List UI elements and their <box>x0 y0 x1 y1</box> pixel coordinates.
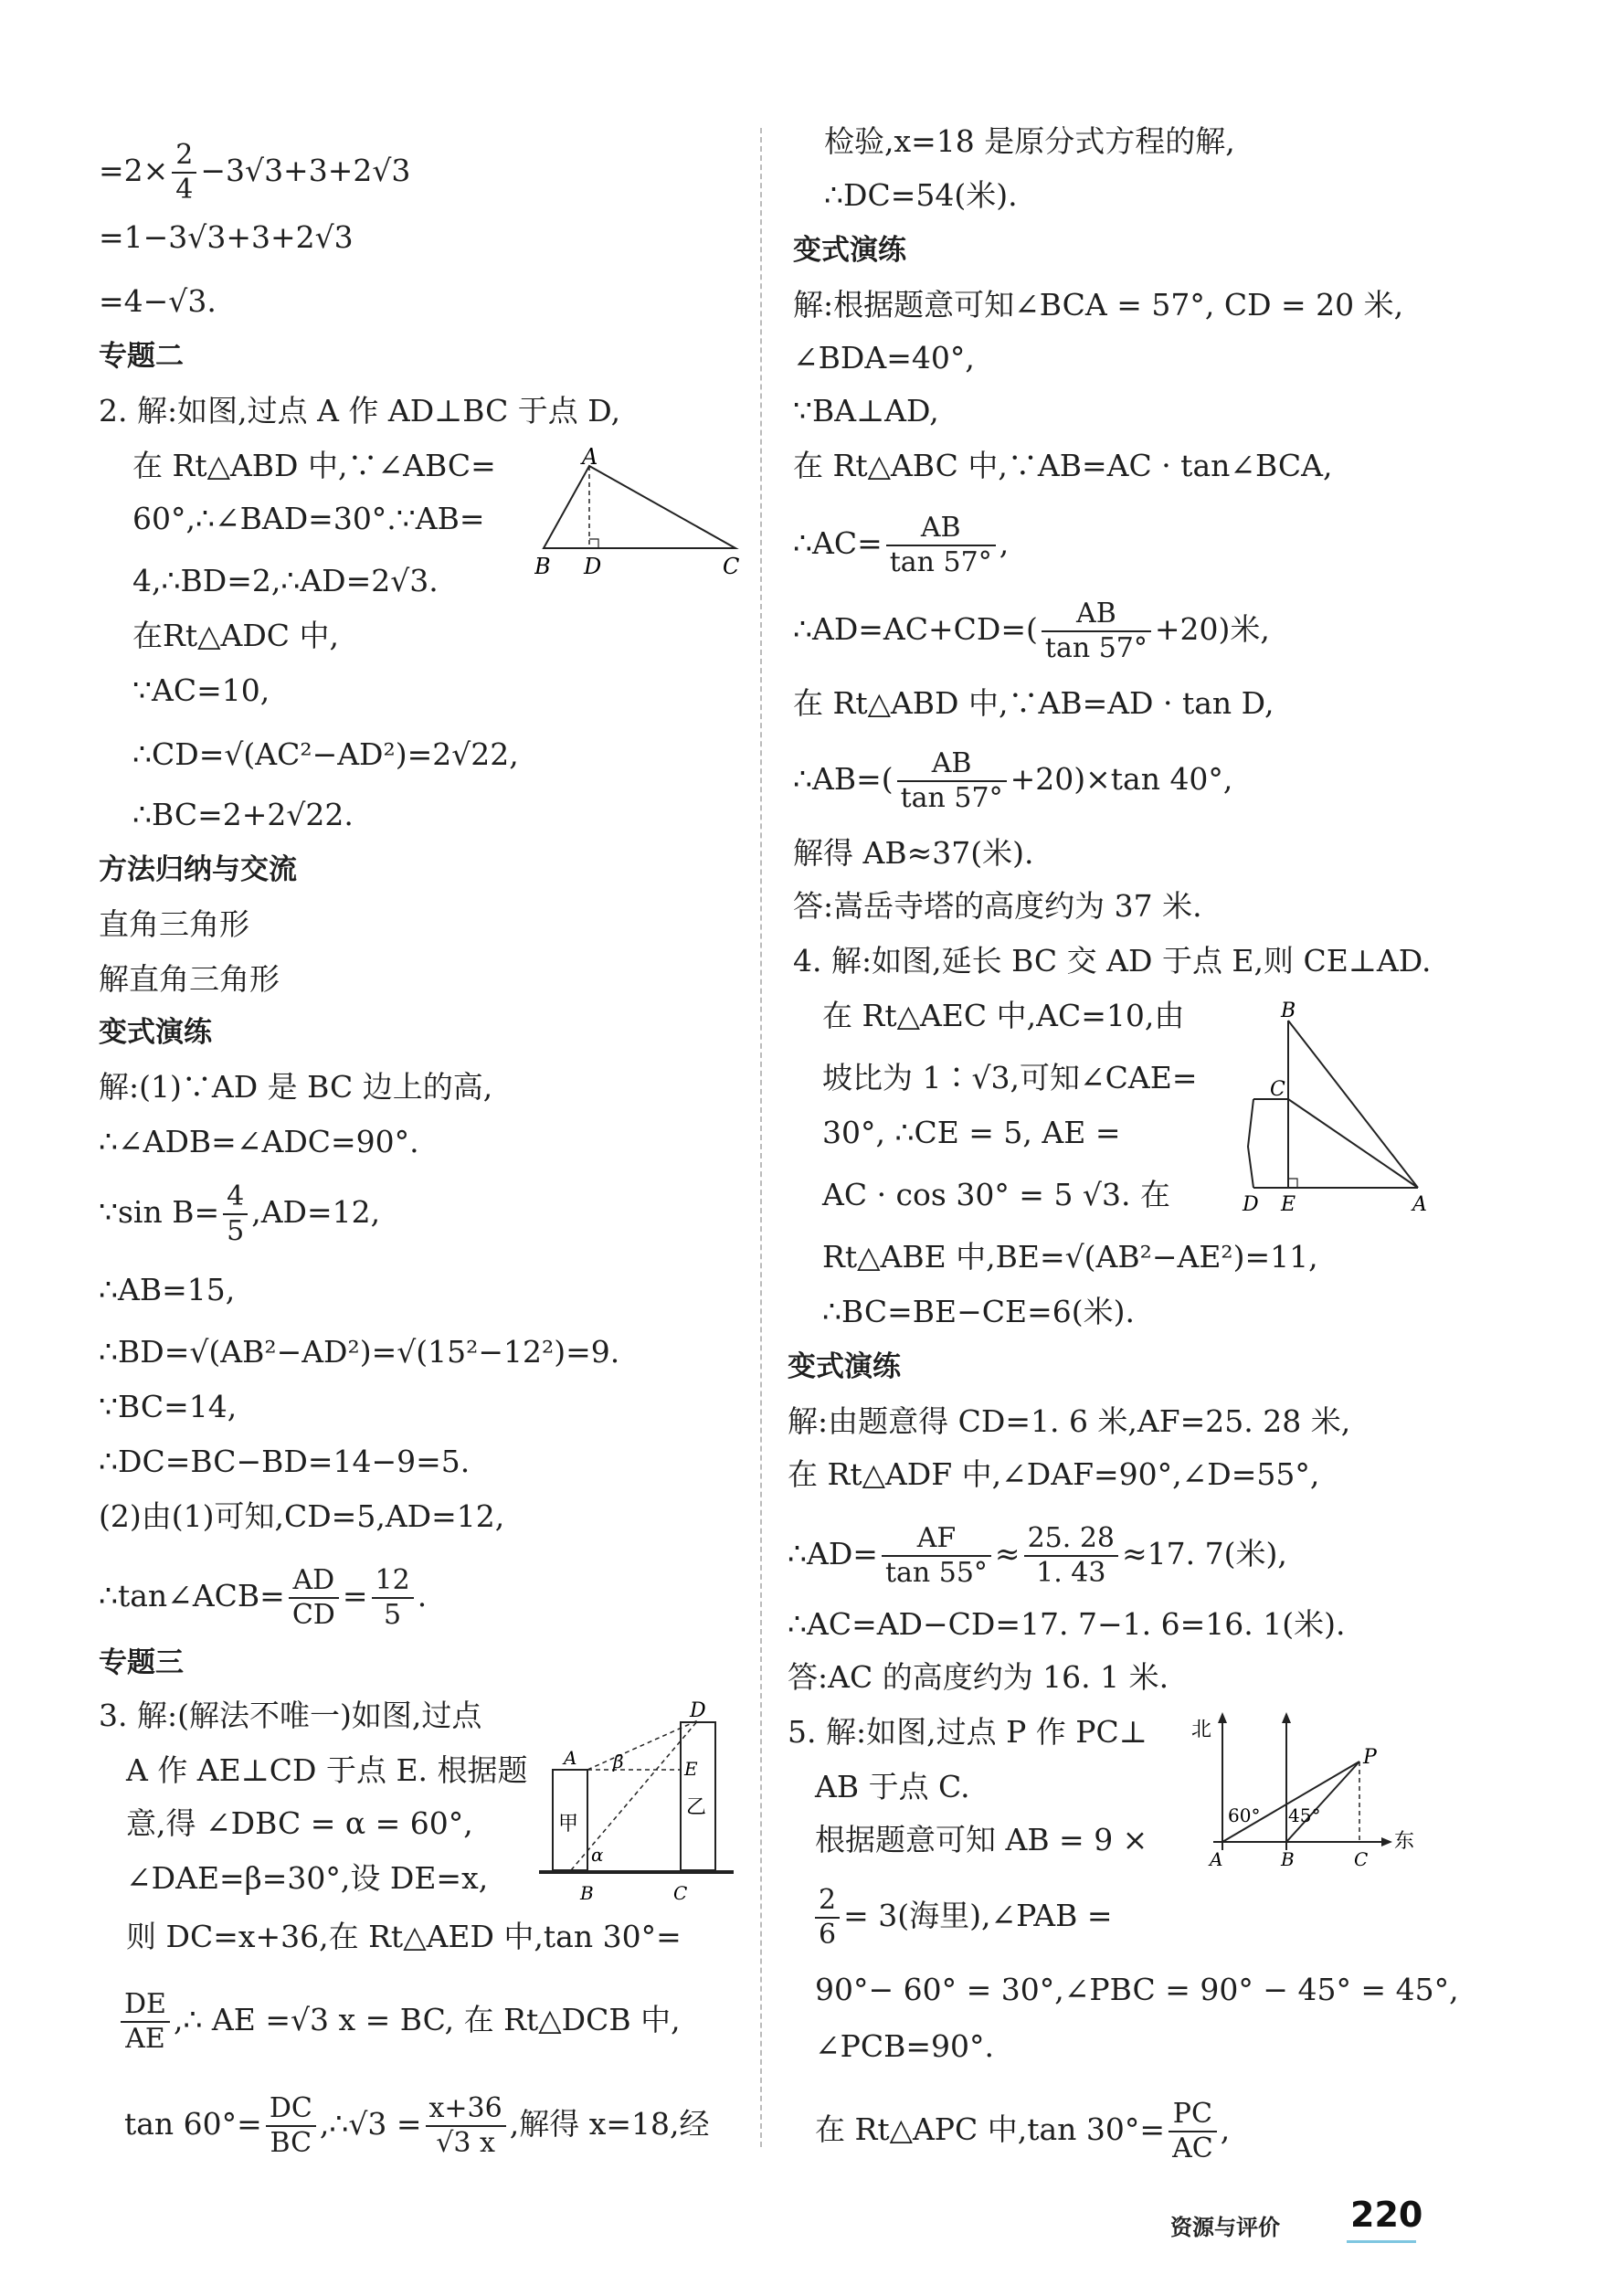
fraction <box>886 512 996 579</box>
r-line: 答:嵩岳寺塔的高度约为 37 米. <box>793 888 1202 924</box>
denominator: tan 57° <box>889 546 992 578</box>
eq-line-2: =1−3√3+3+2√3 <box>99 219 354 255</box>
fig-label: A <box>1210 1848 1223 1868</box>
r-line: ∴AC=AD−CD=17. 7−1. 6=16. 1(米). <box>788 1606 1346 1642</box>
eq-text: = 3(海里),∠PAB = <box>843 1898 1113 1933</box>
fig-label: 东 <box>1394 1830 1415 1853</box>
eq-text: =2× <box>99 153 169 188</box>
fig-label: B <box>534 554 551 579</box>
fraction <box>266 2092 316 2160</box>
fraction <box>1024 1522 1118 1590</box>
r-line: ∠BDA=40°, <box>793 340 975 376</box>
r-line <box>793 512 1009 579</box>
fig-label: 60° <box>1228 1804 1261 1826</box>
q3-line: 意,得 ∠DBC = α = 60°, <box>126 1805 473 1841</box>
eq-text: +20)×tan 40°, <box>1010 761 1233 797</box>
method-line: 直角三角形 <box>99 906 249 942</box>
fig-label: β <box>613 1751 624 1772</box>
fig-label: B <box>1281 1848 1295 1868</box>
numerator: DE <box>121 1988 170 2023</box>
q5-line: 90°− 60° = 30°,∠PBC = 90° − 45° = 45°, <box>815 1972 1459 2007</box>
var1-line: ∴DC=BC−BD=14−9=5. <box>99 1444 471 1479</box>
heading-topic-3: 专题三 <box>99 1646 184 1679</box>
q3-line: A 作 AE⊥CD 于点 E. 根据题 <box>126 1752 528 1788</box>
q4-line: 在 Rt△AEC 中,AC=10,由 <box>822 998 1185 1033</box>
denominator: AE <box>125 2023 165 2055</box>
var1-line: 解:(1)∵AD 是 BC 边上的高, <box>99 1069 493 1105</box>
numerator: AB <box>886 512 996 546</box>
q4-line: 坡比为 1∶√3,可知∠CAE= <box>822 1060 1198 1095</box>
page-number: 220 <box>1350 2195 1423 2235</box>
var1-line <box>99 1180 380 1248</box>
denominator: 4 <box>175 174 194 206</box>
var1-line: (2)由(1)可知,CD=5,AD=12, <box>99 1498 505 1534</box>
eq-text: ∵sin B= <box>99 1194 220 1230</box>
fraction <box>223 1180 248 1248</box>
denominator: 6 <box>819 1919 837 1951</box>
eq-text: ∴AD=AC+CD=( <box>793 611 1038 647</box>
numerator: AD <box>289 1564 339 1599</box>
eq-text: 在 Rt△APC 中,tan 30°= <box>815 2111 1166 2147</box>
eq-text: , <box>999 525 1010 561</box>
q3-line: 3. 解:(解法不唯一)如图,过点 <box>99 1698 482 1733</box>
q2-line: 60°,∴∠BAD=30°.∵AB= <box>132 501 485 536</box>
eq-line-3: =4−√3. <box>99 283 217 319</box>
numerator: x+36 <box>426 2092 506 2127</box>
heading-variation-1: 变式演练 <box>99 1016 212 1049</box>
fig-label: C <box>673 1882 688 1904</box>
numerator: AF <box>882 1522 991 1557</box>
q3-line: 则 DC=x+36,在 Rt△AED 中,tan 30°= <box>126 1919 682 1954</box>
q2-line: ∴BC=2+2√22. <box>132 797 354 832</box>
q5-line: AB 于点 C. <box>815 1769 970 1804</box>
q4-line: 30°, ∴CE = 5, AE = <box>822 1115 1121 1150</box>
r-line: 解:由题意得 CD=1. 6 米,AF=25. 28 米, <box>788 1403 1351 1439</box>
eq-text: ∴AB=( <box>793 761 894 797</box>
fig-label: E <box>1281 1193 1296 1215</box>
heading-variation-2: 变式演练 <box>793 234 906 267</box>
q5-line: 根据题意可知 AB = 9 × <box>815 1822 1148 1857</box>
fraction <box>882 1522 991 1590</box>
eq-text: ,解得 x=18,经 <box>509 2106 710 2142</box>
numerator: DC <box>266 2092 316 2127</box>
fig-label: 北 <box>1191 1719 1212 1741</box>
r-line: 解得 AB≈37(米). <box>793 835 1034 871</box>
r-line: 在 Rt△ADF 中,∠DAF=90°,∠D=55°, <box>788 1456 1320 1492</box>
method-line: 解直角三角形 <box>99 961 280 997</box>
q4-line: Rt△ABE 中,BE=√(AB²−AE²)=11, <box>822 1239 1318 1275</box>
denominator: √3 x <box>436 2127 495 2159</box>
figure-slope <box>1235 1000 1432 1215</box>
r-line <box>793 747 1232 815</box>
r-line <box>793 598 1270 665</box>
q2-line: 4,∴BD=2,∴AD=2√3. <box>132 563 439 598</box>
eq-text: ≈ <box>994 1536 1021 1571</box>
q4-line: AC · cos 30° = 5 √3. 在 <box>822 1177 1170 1212</box>
q2-line: ∵AC=10, <box>132 672 270 708</box>
r-line: 解:根据题意可知∠BCA = 57°, CD = 20 米, <box>793 287 1404 323</box>
q5-line <box>811 1884 1113 1952</box>
fig-label: P <box>1363 1746 1377 1769</box>
numerator: 25. 28 <box>1024 1522 1118 1557</box>
fig-label: A <box>582 448 598 470</box>
r-line: ∵BA⊥AD, <box>793 393 939 429</box>
fraction <box>815 1884 840 1952</box>
column-divider <box>760 128 762 2147</box>
denominator: tan 57° <box>1044 632 1148 664</box>
fig-label: C <box>1270 1078 1285 1101</box>
denominator: 5 <box>227 1215 245 1247</box>
q4-line: 4. 解:如图,延长 BC 交 AD 于点 E,则 CE⊥AD. <box>793 943 1432 979</box>
q2-line: 在 Rt△ABD 中,∵∠ABC= <box>132 448 496 483</box>
r-line: ∴DC=54(米). <box>824 177 1018 213</box>
fig-label: C <box>1354 1848 1369 1868</box>
fig-label: D <box>584 554 602 579</box>
fig-label: α <box>591 1844 604 1866</box>
numerator: PC <box>1169 2098 1217 2132</box>
denominator: BC <box>270 2127 312 2159</box>
denominator: 5 <box>384 1599 402 1631</box>
fig-label: D <box>1243 1193 1259 1215</box>
eq-text: ∴AC= <box>793 525 883 561</box>
fraction <box>1169 2098 1217 2165</box>
eq-text: ,∴ AE =√3 x = BC, 在 Rt△DCB 中, <box>173 2002 681 2037</box>
eq-text: ≈17. 7(米), <box>1122 1536 1287 1571</box>
r-line <box>788 1522 1287 1590</box>
fraction <box>897 747 1007 815</box>
fig-label: 45° <box>1288 1804 1321 1826</box>
q5-line <box>815 2098 1230 2165</box>
q3-line <box>117 1988 681 2056</box>
eq-text: = <box>342 1578 368 1614</box>
fig-label: B <box>1281 1000 1296 1022</box>
heading-topic-2: 专题二 <box>99 340 184 373</box>
fraction <box>1042 598 1151 665</box>
var1-line: ∴AB=15, <box>99 1272 236 1307</box>
denominator: tan 55° <box>884 1557 988 1589</box>
figure-bearings <box>1186 1709 1423 1868</box>
q5-line: ∠PCB=90°. <box>815 2028 994 2064</box>
r-line: 检验,x=18 是原分式方程的解, <box>824 123 1235 159</box>
fig-label: A <box>1412 1193 1427 1215</box>
denominator: AC <box>1172 2132 1213 2164</box>
fraction <box>289 1564 339 1632</box>
q5-line: 5. 解:如图,过点 P 作 PC⊥ <box>788 1714 1148 1750</box>
numerator: 2 <box>815 1884 840 1919</box>
eq-text: ,∴√3 = <box>319 2106 422 2142</box>
eq-text: +20)米, <box>1154 611 1270 647</box>
fraction <box>426 2092 506 2160</box>
numerator: AB <box>1042 598 1151 632</box>
q3-line <box>124 2092 709 2160</box>
eq-text: ,AD=12, <box>251 1194 381 1230</box>
fig-label: C <box>723 554 740 579</box>
r-line: 答:AC 的高度约为 16. 1 米. <box>788 1659 1169 1695</box>
fig-label: D <box>690 1699 706 1722</box>
q2-line: ∴CD=√(AC²−AD²)=2√22, <box>132 736 519 772</box>
q2-line: 在Rt△ADC 中, <box>132 618 340 653</box>
numerator: AB <box>897 747 1007 782</box>
var1-line: ∴BD=√(AB²−AD²)=√(15²−12²)=9. <box>99 1334 620 1370</box>
fig-label: 乙 <box>686 1796 707 1819</box>
fraction <box>372 1564 414 1632</box>
denominator: tan 57° <box>900 782 1003 814</box>
q3-line: ∠DAE=β=30°,设 DE=x, <box>126 1860 489 1896</box>
fig-label: A <box>564 1747 577 1769</box>
fig-label: 甲 <box>558 1813 579 1836</box>
numerator: 2 <box>172 139 196 174</box>
footer-label: 资源与评价 <box>1170 2215 1280 2240</box>
denominator: CD <box>291 1599 335 1631</box>
heading-method: 方法归纳与交流 <box>99 853 297 886</box>
fraction <box>121 1988 170 2056</box>
fig-label: B <box>580 1882 594 1904</box>
var1-line: ∵BC=14, <box>99 1389 238 1424</box>
eq-text: , <box>1220 2111 1231 2147</box>
fraction <box>172 139 196 206</box>
q4-line: ∴BC=BE−CE=6(米). <box>822 1294 1135 1329</box>
eq-text: ∴tan∠ACB= <box>99 1578 285 1614</box>
numerator: 4 <box>223 1180 248 1215</box>
page-number-underline <box>1347 2240 1416 2243</box>
var1-line <box>99 1564 427 1632</box>
r-line: 在 Rt△ABD 中,∵AB=AD · tan D, <box>793 685 1274 721</box>
eq-text: tan 60°= <box>124 2106 262 2142</box>
r-line: 在 Rt△ABC 中,∵AB=AC · tan∠BCA, <box>793 448 1333 483</box>
var1-line: ∴∠ADB=∠ADC=90°. <box>99 1124 419 1159</box>
figure-buildings <box>534 1695 740 1910</box>
heading-variation-3: 变式演练 <box>788 1350 901 1383</box>
eq-text: ∴AD= <box>788 1536 878 1571</box>
denominator: 1. 43 <box>1036 1557 1106 1589</box>
numerator: 12 <box>372 1564 414 1599</box>
fig-label: E <box>684 1758 698 1780</box>
eq-text: . <box>417 1578 428 1614</box>
eq-line-1 <box>99 139 410 206</box>
q2-line: 2. 解:如图,过点 A 作 AD⊥BC 于点 D, <box>99 393 621 429</box>
figure-triangle-abc <box>534 448 745 585</box>
eq-text: −3√3+3+2√3 <box>200 153 411 188</box>
